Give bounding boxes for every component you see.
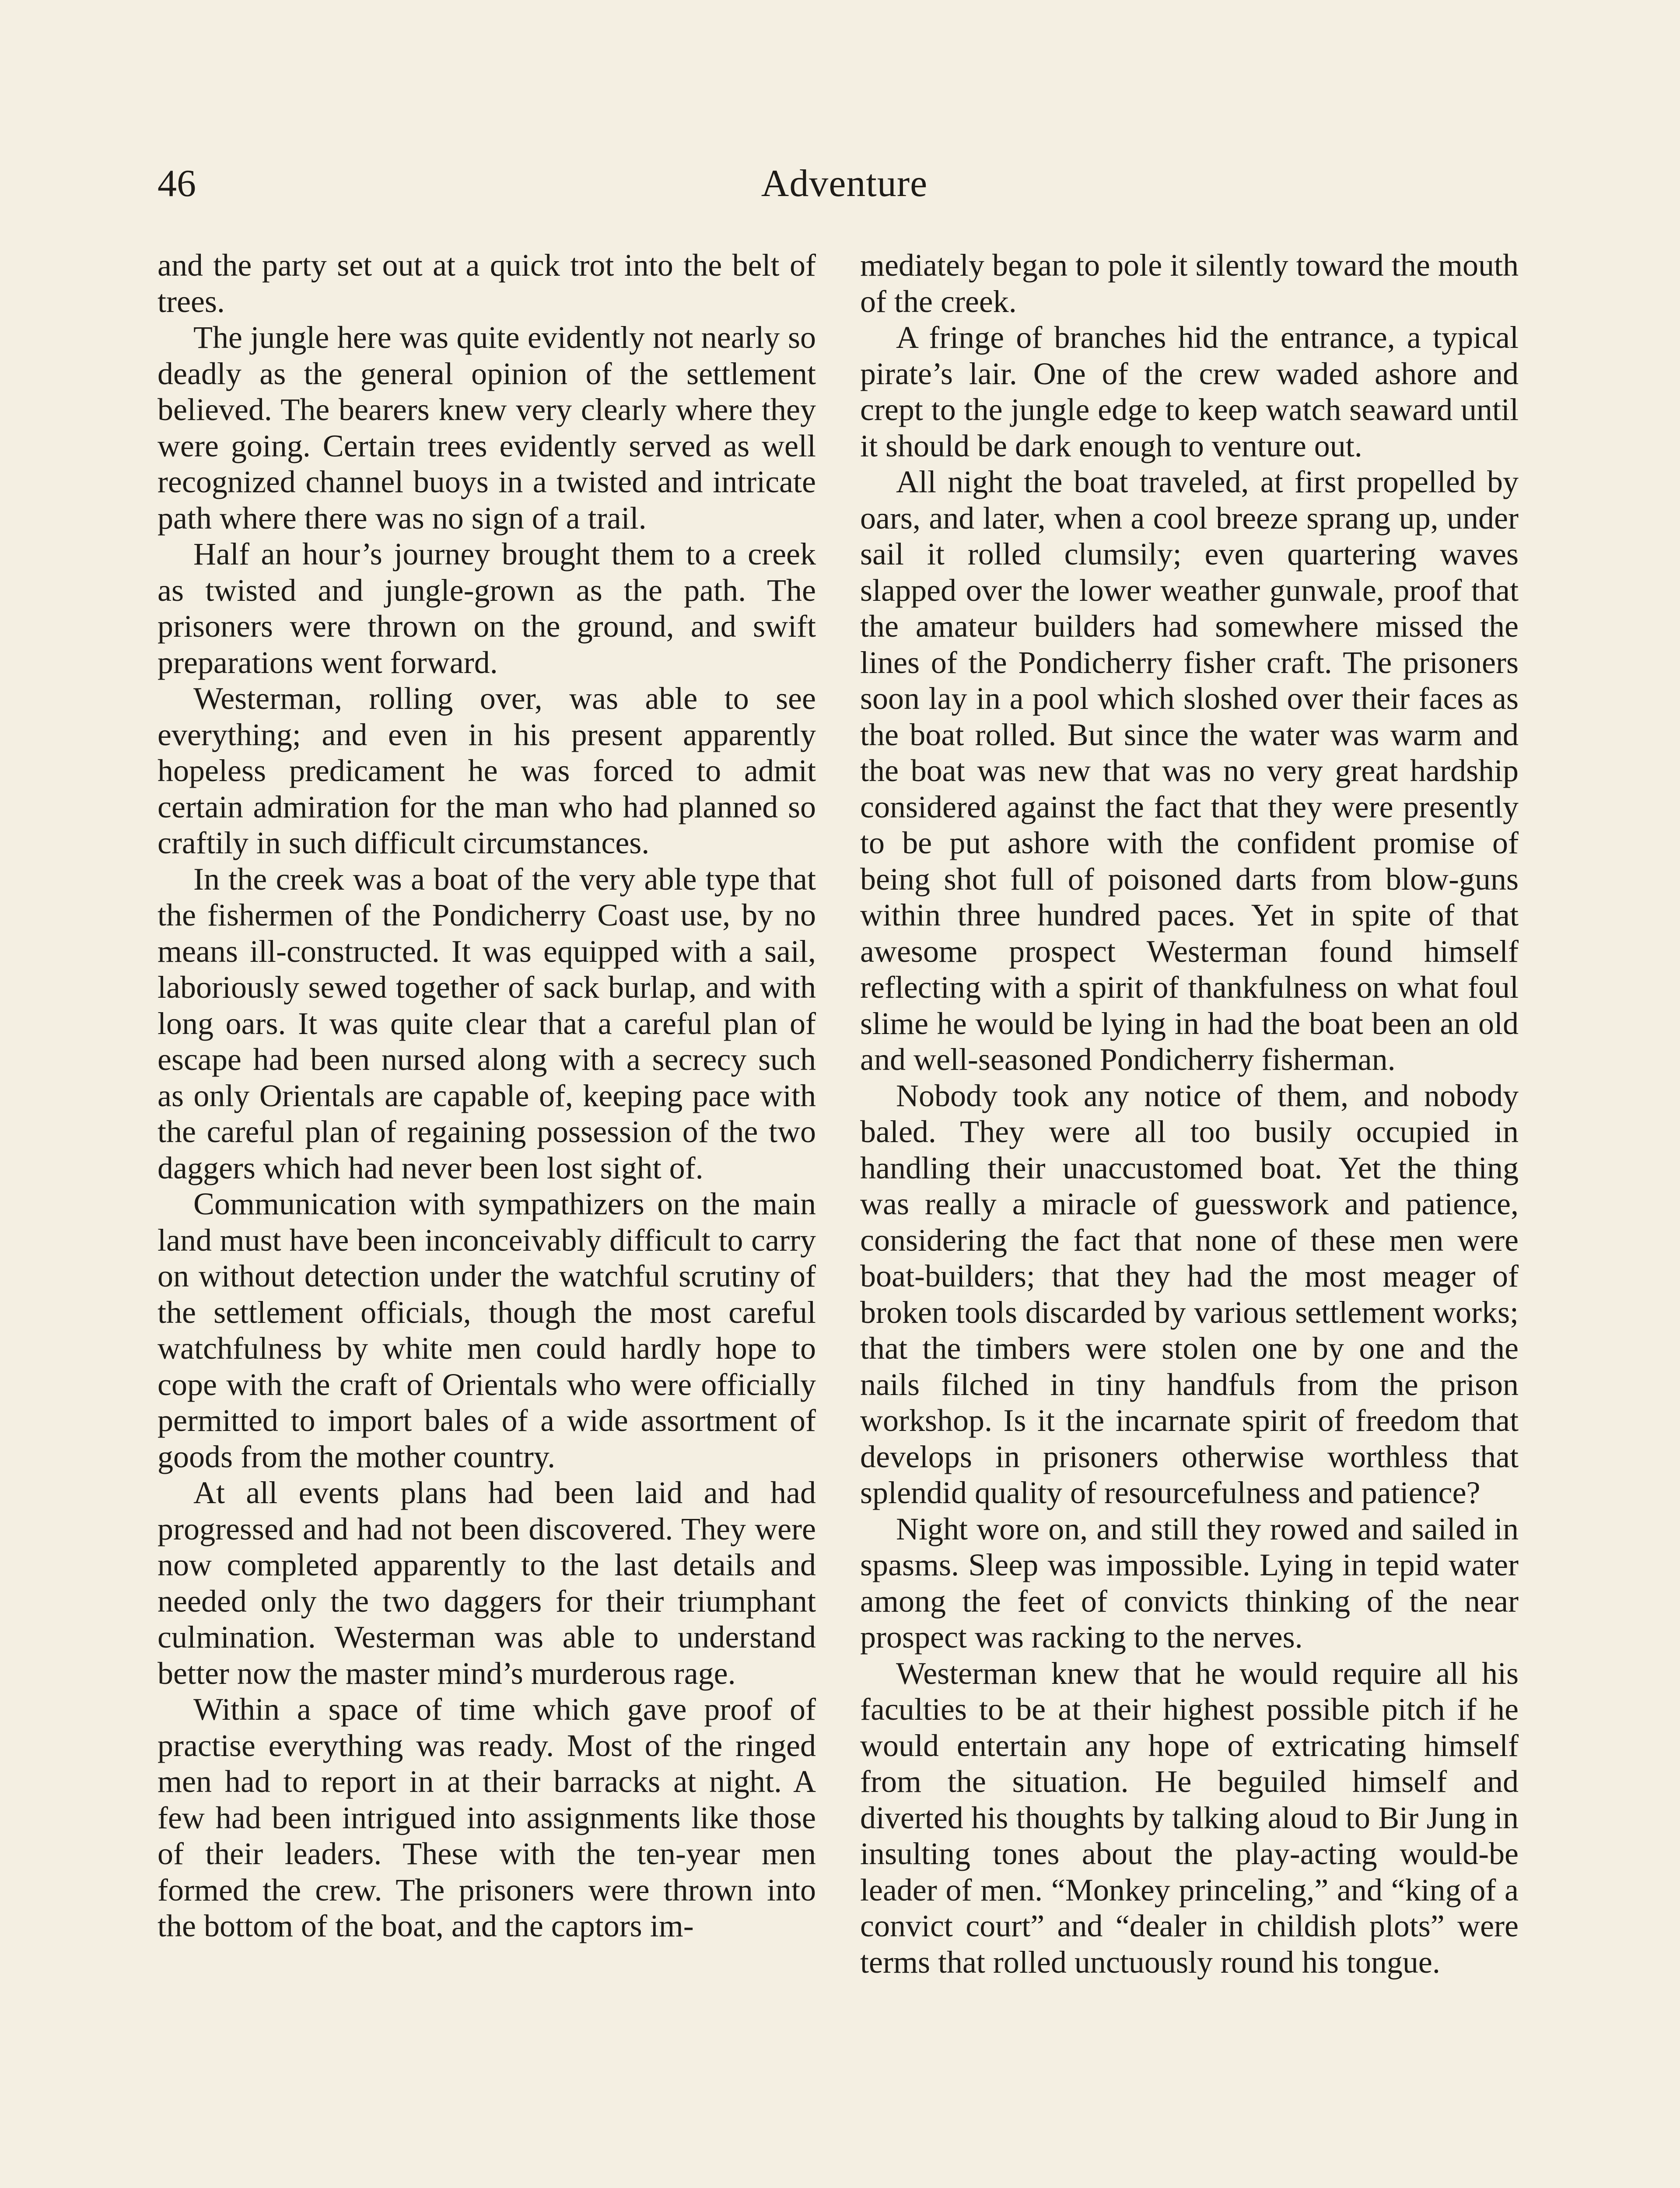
paragraph: The jungle here was quite evidently not nearly so deadly as the general opinion of the settlement believed. The bearers knew very clearly where they were going. Certain trees evidently served as well recognized channel buoys in a twisted and intricate path where there was no sign of a trail. (158, 320, 816, 536)
paragraph: Within a space of time which gave proof of practise everything was ready. Most of the ringed men had to report in at their barracks at night. A few had been intrigued into assignments like those of their leaders. These with the ten-year men formed the crew. The prisoners were thrown into the bottom of the boat, and the captors im- (158, 1692, 816, 1943)
paragraph: Communication with sympathizers on the main land must have been inconceivably difficult to carry on without detection under the watchful scrutiny of the settlement officials, though the most careful watchfulness by white men could hardly hope to cope with the craft of Orientals who were officially permitted to import bales of a wide assortment of goods from the mother country. (158, 1186, 816, 1474)
right-column (860, 247, 1519, 1980)
page-header (158, 153, 1531, 214)
page-number: 46 (158, 162, 196, 205)
paragraph: Westerman, rolling over, was able to see everything; and even in his present apparently hopeless predicament he was forced to admit certain admiration for the man who had planned so craftily in such difficult circumstances. (158, 681, 816, 860)
paragraph: At all events plans had been laid and had progressed and had not been discovered. They were now completed apparently to the last details and needed only the two daggers for their triumphant culmination. Westerman was able to understand better now the master mind’s murderous rage. (158, 1475, 816, 1691)
paragraph: Night wore on, and still they rowed and sailed in spasms. Sleep was impossible. Lying in tepid water among the feet of convicts thinking of the near prospect was racking to the nerves. (860, 1511, 1519, 1655)
paragraph: mediately began to pole it silently toward the mouth of the creek. (860, 248, 1519, 319)
paragraph: Westerman knew that he would require all his faculties to be at their highest possible pitch if he would entertain any hope of extricating himself from the situation. He beguiled himself and diverted his thoughts by talking aloud to Bir Jung in insulting tones about the play-acting would-be leader of men. “Monkey princeling,” and “king of a convict court” and “dealer in childish plots” were terms that rolled unctuously round his tongue. (860, 1655, 1519, 1980)
paragraph: A fringe of branches hid the entrance, a typical pirate’s lair. One of the crew waded ashore and crept to the jungle edge to keep watch seaward until it should be dark enough to venture out. (860, 320, 1519, 463)
paragraph: In the creek was a boat of the very able type that the fishermen of the Pondicherry Coast use, by no means ill-constructed. It was equipped with a sail, laboriously sewed together of sack burlap, and with long oars. It was quite clear that a careful plan of escape had been nursed along with a secrecy such as only Orientals are capable of, keeping pace with the careful plan of regaining possession of the two daggers which had never been lost sight of. (158, 861, 816, 1185)
left-column (158, 247, 816, 1944)
paragraph: Half an hour’s journey brought them to a creek as twisted and jungle-grown as the path. The prisoners were thrown on the ground, and swift preparations went forward. (158, 536, 816, 680)
page-title: Adventure (761, 162, 928, 205)
paragraph: All night the boat traveled, at first propelled by oars, and later, when a cool breeze sprang up, under sail it rolled clumsily; even quartering waves slapped over the lower weather gunwale, proof that the amateur builders had somewhere missed the lines of the Pondicherry fisher craft. The prisoners soon lay in a pool which sloshed over their faces as the boat rolled. But since the water was warm and the boat was new that was no very great hardship considered against the fact that they were presently to be put ashore with the confident promise of being shot full of poisoned darts from blow-guns within three hundred paces. Yet in spite of that awesome prospect Westerman found himself reflecting with a spirit of thankfulness on what foul slime he would be lying in had the boat been an old and well-seasoned Pondicherry fisherman. (860, 464, 1519, 1077)
paragraph: and the party set out at a quick trot into the belt of trees. (158, 248, 816, 319)
paragraph: Nobody took any notice of them, and nobody baled. They were all too busily occupied in handling their unaccustomed boat. Yet the thing was really a miracle of guesswork and patience, considering the fact that none of these men were boat-builders; that they had the most meager of broken tools discarded by various settlement works; that the timbers were stolen one by one and the nails filched in tiny handfuls from the prison workshop. Is it the incarnate spirit of freedom that develops in prisoners otherwise worthless that splendid quality of resourcefulness and patience? (860, 1078, 1519, 1510)
